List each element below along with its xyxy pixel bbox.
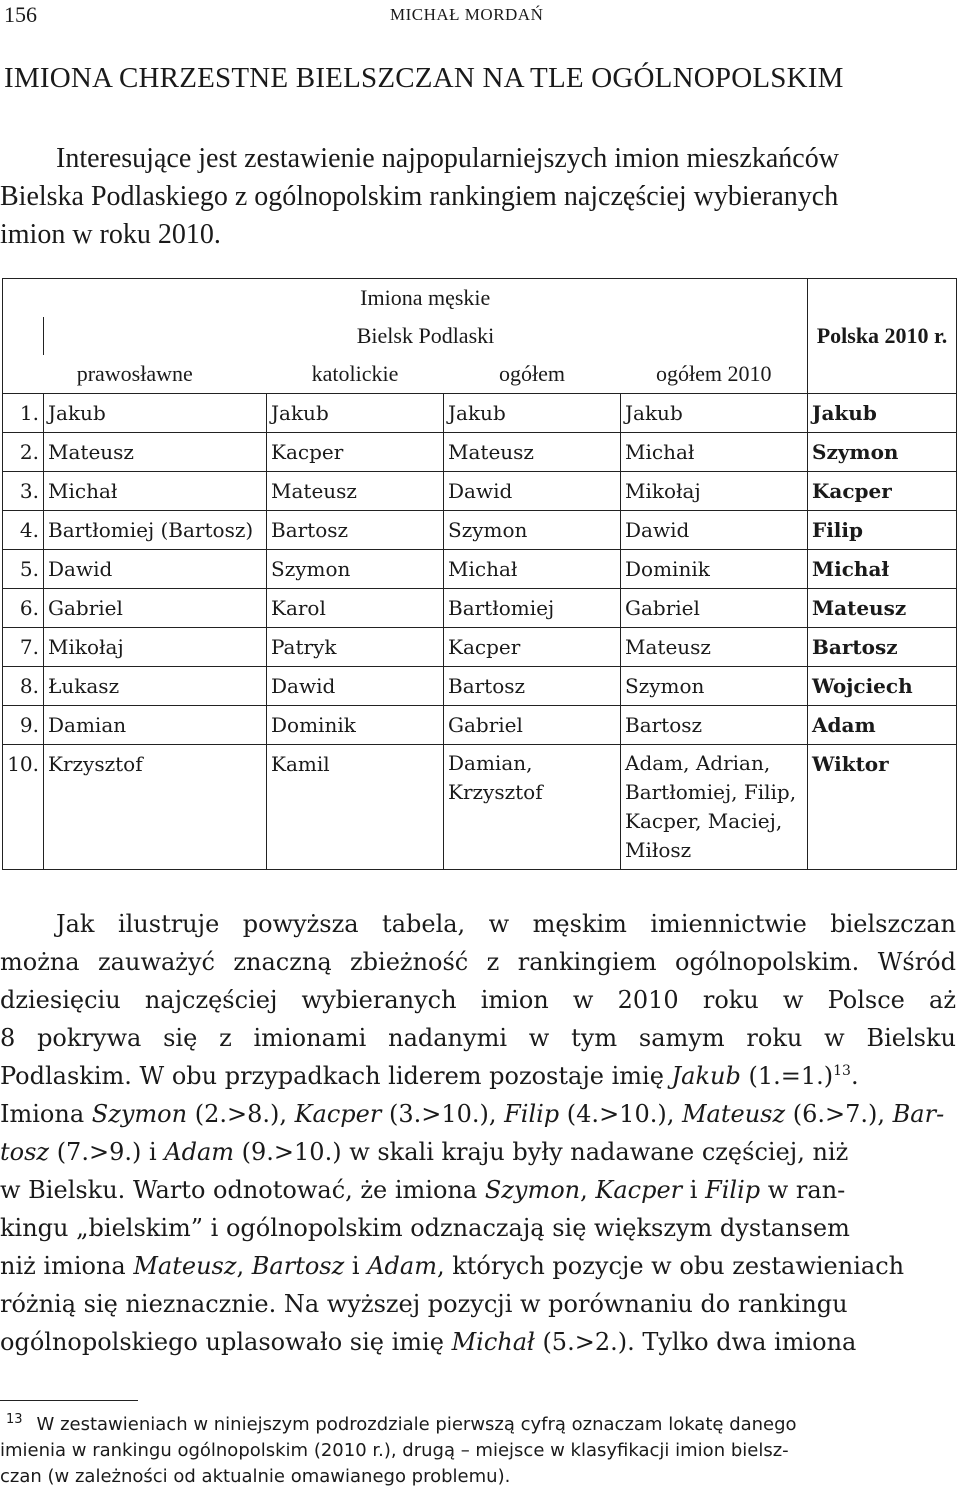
total-2010-cell: Jakub [621, 394, 808, 433]
total-2010-cell: Szymon [621, 667, 808, 706]
total-cell: Mateusz [444, 433, 621, 472]
text-run: W zestawieniach w niniejszym podrozdziale pierwszą cyfrą oznaczam lokatę danego [36, 1414, 797, 1435]
total-cell: Kacper [444, 628, 621, 667]
text-run: i [682, 1176, 706, 1204]
poland-cell: Mateusz [808, 589, 957, 628]
name-italic: Filip [705, 1176, 761, 1204]
orthodox-cell: Gabriel [44, 589, 267, 628]
intro-line: Bielska Podlaskiego z ogólnopolskim rankingiem najczęściej wybieranych [0, 181, 839, 212]
body-line: Jak ilustruje powyższa tabela, w męskim imiennictwie bielszczan [56, 910, 956, 938]
total-2010-cell: Michał [621, 433, 808, 472]
poland-cell: Wiktor [808, 745, 957, 870]
poland-cell: Jakub [808, 394, 957, 433]
text-run: i [344, 1252, 368, 1280]
text-run: (7.>9.) i [49, 1138, 165, 1166]
footnote-divider [0, 1400, 138, 1401]
running-head: MICHAŁ MORDAŃ [390, 5, 544, 24]
footnote [0, 1412, 956, 1490]
rank-cell: 9. [3, 706, 44, 745]
intro-line: Interesujące jest zestawienie najpopularniejszych imion mieszkańców [56, 143, 839, 174]
header-group: Bielsk Podlaski [44, 317, 808, 355]
poland-cell: Adam [808, 706, 957, 745]
text-run: (3.>10.), [381, 1100, 505, 1128]
total-2010-cell: Mikołaj [621, 472, 808, 511]
cell-line: Bartłomiej, Filip, [625, 780, 797, 804]
table-row [3, 628, 957, 667]
rank-cell: 8. [3, 667, 44, 706]
text-run: (6.>7.), [785, 1100, 893, 1128]
orthodox-cell: Bartłomiej (Bartosz) [44, 511, 267, 550]
total-cell: Michał [444, 550, 621, 589]
catholic-cell: Kacper [267, 433, 444, 472]
rank-cell: 5. [3, 550, 44, 589]
text-run: , których pozycje w obu zestawieniach [436, 1252, 905, 1280]
name-italic: Szymon [91, 1100, 188, 1128]
name-italic: Jakub [671, 1062, 741, 1090]
intro-line: imion w roku 2010. [0, 219, 221, 250]
total-2010-cell: Gabriel [621, 589, 808, 628]
table-row [3, 667, 957, 706]
catholic-cell: Karol [267, 589, 444, 628]
cell-line: Kacper, Maciej, [625, 809, 783, 833]
body-line [0, 1133, 956, 1171]
rank-cell: 10. [3, 745, 44, 870]
total-cell: Bartłomiej [444, 589, 621, 628]
total-cell: Gabriel [444, 706, 621, 745]
table-row [3, 433, 957, 472]
catholic-cell: Szymon [267, 550, 444, 589]
rank-cell: 4. [3, 511, 44, 550]
catholic-cell: Dominik [267, 706, 444, 745]
name-italic: Kacper [294, 1100, 382, 1128]
page-number: 156 [4, 2, 37, 27]
text-run: , [580, 1176, 596, 1204]
text-run: Imiona [0, 1100, 92, 1128]
name-italic: Mateusz [133, 1252, 237, 1280]
orthodox-cell: Michał [44, 472, 267, 511]
text-run: Podlaskim. W obu przypadkach liderem pozostaje imię [0, 1062, 672, 1090]
header-main: Imiona męskie [44, 279, 808, 318]
body-line [0, 1323, 956, 1361]
body-line: 8 pokrywa się z imionami nadanymi w tym samym roku w Bielsku [0, 1024, 956, 1052]
footnote-ref[interactable]: 13 [833, 1063, 851, 1079]
catholic-cell: Dawid [267, 667, 444, 706]
table-row [3, 550, 957, 589]
column-header: katolickie [267, 355, 444, 394]
total-cell: Dawid [444, 472, 621, 511]
poland-cell: Kacper [808, 472, 957, 511]
poland-cell: Michał [808, 550, 957, 589]
intro-paragraph [0, 140, 956, 254]
poland-cell: Bartosz [808, 628, 957, 667]
section-title: IMIONA CHRZESTNE BIELSZCZAN NA TLE OGÓLNOPOLSKIM [4, 62, 844, 94]
cell-line: Krzysztof [448, 780, 543, 804]
catholic-cell: Bartosz [267, 511, 444, 550]
catholic-cell: Patryk [267, 628, 444, 667]
text-run: (5.>2.). Tylko dwa imiona [534, 1328, 857, 1356]
table-row [3, 745, 957, 870]
footnote-mark: 13 [6, 1412, 23, 1427]
body-line [0, 1095, 956, 1133]
name-italic: tosz [0, 1138, 50, 1166]
orthodox-cell: Łukasz [44, 667, 267, 706]
name-italic: Adam [164, 1138, 235, 1166]
name-italic: Adam [367, 1252, 437, 1280]
column-header: ogółem [444, 355, 621, 394]
orthodox-cell: Mikołaj [44, 628, 267, 667]
body-line: można zauważyć znaczną zbieżność z rankingiem ogólnopolskim. Wśród [0, 948, 956, 976]
name-italic: Mateusz [681, 1100, 786, 1128]
name-italic: Kacper [595, 1176, 683, 1204]
total-2010-cell: Dominik [621, 550, 808, 589]
rank-cell: 3. [3, 472, 44, 511]
body-line [0, 1171, 956, 1209]
name-italic: Bar- [892, 1100, 945, 1128]
orthodox-cell: Jakub [44, 394, 267, 433]
total-cell [444, 745, 621, 870]
rank-cell: 1. [3, 394, 44, 433]
table-row [3, 394, 957, 433]
text-run: , [236, 1252, 252, 1280]
table-row [3, 511, 957, 550]
name-italic: Bartosz [251, 1252, 345, 1280]
text-run: . [850, 1062, 859, 1090]
text-run: w ran- [760, 1176, 846, 1204]
column-header: ogółem 2010 [621, 355, 808, 394]
catholic-cell: Mateusz [267, 472, 444, 511]
name-italic: Szymon [484, 1176, 581, 1204]
body-paragraph [0, 905, 956, 1361]
body-line [0, 1247, 956, 1285]
column-header: prawosławne [3, 355, 267, 394]
text-run: ogólnopolskiego uplasowało się imię [0, 1328, 452, 1356]
text-run: niż imiona [0, 1252, 134, 1280]
total-2010-cell [621, 745, 808, 870]
table-row [3, 706, 957, 745]
total-cell: Bartosz [444, 667, 621, 706]
orthodox-cell: Mateusz [44, 433, 267, 472]
orthodox-cell: Dawid [44, 550, 267, 589]
table-corner [3, 317, 44, 355]
name-italic: Michał [451, 1328, 535, 1356]
poland-cell: Wojciech [808, 667, 957, 706]
table-corner [3, 279, 44, 318]
cell-line: Damian, [448, 751, 533, 775]
page-header [0, 0, 960, 32]
total-2010-cell: Mateusz [621, 628, 808, 667]
body-line: dziesięciu najczęściej wybieranych imion w 2010 roku w Polsce aż [0, 986, 956, 1014]
footnote-line: czan (w zależności od aktualnie omawianego problemu). [0, 1466, 511, 1487]
text-run: w Bielsku. Warto odnotować, że imiona [0, 1176, 485, 1204]
poland-cell: Filip [808, 511, 957, 550]
total-2010-cell: Dawid [621, 511, 808, 550]
orthodox-cell: Krzysztof [44, 745, 267, 870]
text-run: (2.>8.), [187, 1100, 295, 1128]
text-run: (1.=1.) [740, 1062, 834, 1090]
name-italic: Filip [504, 1100, 560, 1128]
names-table [2, 278, 957, 870]
poland-cell: Szymon [808, 433, 957, 472]
catholic-cell: Kamil [267, 745, 444, 870]
total-cell: Jakub [444, 394, 621, 433]
cell-line: Adam, Adrian, [625, 751, 771, 775]
text-run: (9.>10.) w skali kraju były nadawane częściej, niż [234, 1138, 849, 1166]
table-row [3, 472, 957, 511]
table-row [3, 589, 957, 628]
cell-line: Miłosz [625, 838, 692, 862]
rank-cell: 6. [3, 589, 44, 628]
catholic-cell: Jakub [267, 394, 444, 433]
rank-cell: 7. [3, 628, 44, 667]
body-line: różnią się nieznacznie. Na wyższej pozycji w porównaniu do rankingu [0, 1290, 848, 1318]
body-line: kingu „bielskim” i ogólnopolskim odznaczają się większym dystansem [0, 1214, 850, 1242]
footnote-line [0, 1412, 956, 1438]
orthodox-cell: Damian [44, 706, 267, 745]
body-line [0, 1057, 956, 1095]
header-polska: Polska 2010 r. [808, 279, 957, 394]
footnote-line: imienia w rankingu ogólnopolskim (2010 r.), drugą – miejsce w klasyfikacji imion bielsz- [0, 1440, 789, 1461]
rank-cell: 2. [3, 433, 44, 472]
total-2010-cell: Bartosz [621, 706, 808, 745]
text-run: (4.>10.), [559, 1100, 682, 1128]
total-cell: Szymon [444, 511, 621, 550]
